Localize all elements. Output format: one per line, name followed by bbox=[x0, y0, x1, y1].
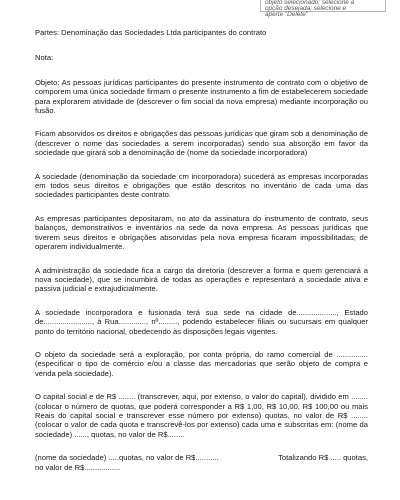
paragraph-deposito: As empresas participantes depositaram, no ato da assinatura do instrumento de contrato, seus balanços, demonstrativos e inventários na sede da nova empresa. As pessoas jurídicas que tiverem seus direitos e obrigações absorvidas pela nova empresa ficaram impossibilitadas; de operarem individualmente. bbox=[35, 213, 368, 252]
paragraph-sucessao: A sociedade (denominação da sociedade cm incorporadora) sucederá as empresas incorporadas em todos seus direitos e obrigações que estão descritos no inventário de cada uma das sociedades participantes deste contrato. bbox=[35, 171, 368, 200]
paragraph-capital-social: O capital social e de R$ ........ (transcrever, aqui, por extenso, o valor do capital), dividido em ........ (colocar o número de quotas, que poderá corresponder a R$ 1,00, R$ 10,00, R$ 100,00 ou mais Reais do capital social e transcrever esse número por extenso) quotas, no valor de R$ ........ (colocar o valor de cada quota e transcrevê-los por extenso) cada uma e subscritas em: (nome da sociedade) ......, quotas, no valor de R$........ bbox=[35, 392, 368, 439]
document-page bbox=[35, 28, 368, 472]
final-total: Totalizando R$ ..... quotas, bbox=[278, 453, 368, 463]
final-value-line: no valor de R$................. bbox=[35, 462, 121, 472]
note-line-3: aperte "Delete" bbox=[265, 11, 308, 18]
parties-line: Partes: Denominação das Sociedades Ltda participantes do contrato bbox=[35, 28, 267, 37]
paragraph-sede: A sociedade incorporadora e fusionada terá sua sede na cidade de..................., Estado de......................., à Rua............., nº........., podendo estabelecer filiais ou sucursais em qualquer ponto do território nacional, obedecendo às disposições legais vigentes. bbox=[35, 307, 368, 336]
note-line-1: objeto selecionado; selecione a bbox=[265, 0, 355, 6]
nota-label: Nota: bbox=[35, 53, 54, 63]
paragraph-absorcao: Ficam absorvidos os direitos e obrigações das pessoas jurídicas que giram sob a denominação de (descrever o nome das sociedades a serem incorporadas) sendo sua absorção em favor da sociedade que girará sob a denominação de (nome da sociedade incorporadora) bbox=[35, 129, 368, 158]
final-quotas-left: (nome da sociedade) .....quotas, no valor de R$........... bbox=[35, 453, 219, 463]
paragraph-objeto: Objeto: As pessoas jurídicas participantes do presente instrumento de contrato com o objetivo de comporem uma única sociedade firmam o presente instrumento a fim de estabelecerem sociedade para explorarem atividade de (descrever o fim social da nova empresa) mediante incorporação ou fusão. bbox=[35, 77, 368, 116]
note-line-2: opção desejada; selecione e bbox=[265, 5, 347, 12]
final-quotas-line bbox=[35, 453, 368, 462]
comment-note-box bbox=[260, 0, 386, 18]
paragraph-objeto-social: O objeto da sociedade será a exploração, por conta própria, do ramo comercial de ...............(especificar o tipo de comércio e/ou a classe das mercadorias que serão objeto de compra e venda pela sociedade). bbox=[35, 349, 368, 378]
paragraph-administracao: A administração da sociedade fica a cargo da diretoria (descrever a forma e quem gerenciará a nova sociedade), que se incumbirá de todas as operações e representará a sociedade ativa e passiva judicial e extrajudicialmente. bbox=[35, 265, 368, 294]
